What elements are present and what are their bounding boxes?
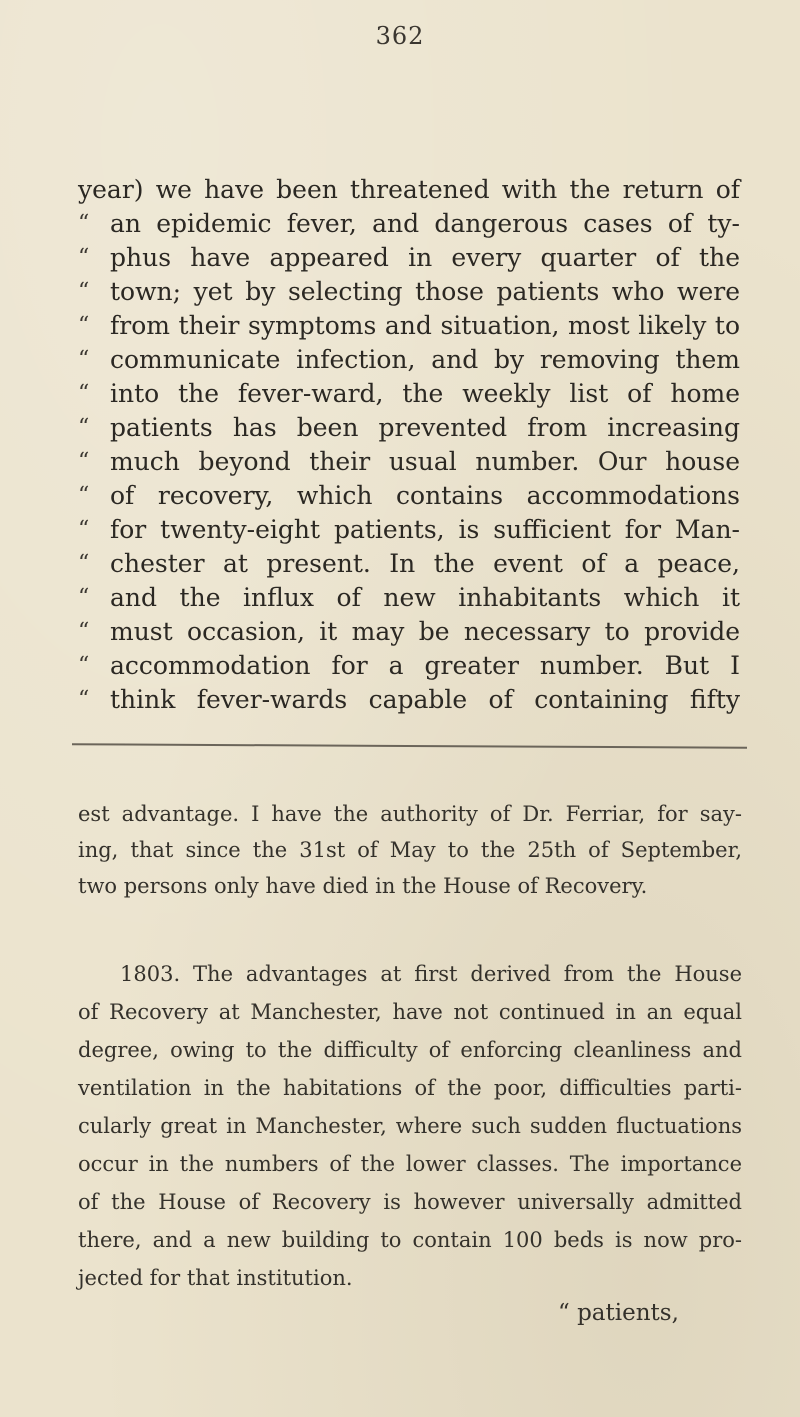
quote-mark: “ bbox=[78, 585, 90, 610]
quote-line: communicate infection, and by removing them bbox=[110, 345, 740, 374]
quote-mark: “ bbox=[78, 483, 90, 508]
quote-mark: “ bbox=[78, 415, 90, 440]
quote-line: for twenty-eight patients, is sufficient for Man- bbox=[110, 515, 740, 544]
quote-line: town; yet by selecting those patients who were bbox=[110, 277, 740, 306]
footnote-line: est advantage. I have the authority of Dr. Ferriar, for say- bbox=[78, 802, 742, 826]
paragraph-line: degree, owing to the difficulty of enforcing cleanliness and bbox=[78, 1038, 742, 1062]
quote-mark: “ bbox=[78, 313, 90, 338]
paragraph-line: of the House of Recovery is however universally admitted bbox=[78, 1190, 742, 1214]
paragraph-line: ventilation in the habitations of the poor, difficulties parti- bbox=[78, 1076, 742, 1100]
quote-line: into the fever-ward, the weekly list of home bbox=[110, 379, 740, 408]
paragraph-line: 1803. The advantages at first derived from the House bbox=[120, 962, 742, 986]
footnote-line: two persons only have died in the House of Recovery. bbox=[78, 874, 648, 898]
quote-line: much beyond their usual number. Our house bbox=[110, 447, 740, 476]
quote-line: and the influx of new inhabitants which it bbox=[110, 583, 740, 612]
quote-line: must occasion, it may be necessary to provide bbox=[110, 617, 740, 646]
quote-mark: “ bbox=[78, 381, 90, 406]
paragraph-line: occur in the numbers of the lower classes. The importance bbox=[78, 1152, 742, 1176]
catchword: “ patients, bbox=[558, 1300, 679, 1326]
footnote-line: ing, that since the 31st of May to the 25th of September, bbox=[78, 838, 742, 862]
paragraph-line: there, and a new building to contain 100 beds is now pro- bbox=[78, 1228, 742, 1252]
page-number: 362 bbox=[375, 22, 425, 50]
quote-line: chester at present. In the event of a peace, bbox=[110, 549, 740, 578]
quote-mark: “ bbox=[78, 279, 90, 304]
paragraph-line: jected for that institution. bbox=[78, 1266, 353, 1290]
quote-mark: “ bbox=[78, 449, 90, 474]
quote-mark: “ bbox=[78, 619, 90, 644]
quote-mark: “ bbox=[78, 551, 90, 576]
quote-mark: “ bbox=[78, 347, 90, 372]
quote-mark: “ bbox=[78, 211, 90, 236]
quote-line: accommodation for a greater number. But I bbox=[110, 651, 740, 680]
quote-line: of recovery, which contains accommodations bbox=[110, 481, 740, 510]
quote-mark: “ bbox=[78, 517, 90, 542]
quote-line: phus have appeared in every quarter of the bbox=[110, 243, 740, 272]
quote-first-line: year) we have been threatened with the return of bbox=[78, 175, 740, 204]
quote-line: from their symptoms and situation, most likely to bbox=[110, 311, 740, 340]
quote-line: an epidemic fever, and dangerous cases of ty- bbox=[110, 209, 740, 238]
quote-mark: “ bbox=[78, 245, 90, 270]
footnote-rule bbox=[72, 743, 747, 749]
paragraph-line: of Recovery at Manchester, have not continued in an equal bbox=[78, 1000, 742, 1024]
quote-mark: “ bbox=[78, 653, 90, 678]
quote-line: patients has been prevented from increasing bbox=[110, 413, 740, 442]
quote-mark: “ bbox=[78, 687, 90, 712]
quote-line: think fever-wards capable of containing fifty bbox=[110, 685, 740, 714]
paragraph-line: cularly great in Manchester, where such sudden fluctuations bbox=[78, 1114, 742, 1138]
